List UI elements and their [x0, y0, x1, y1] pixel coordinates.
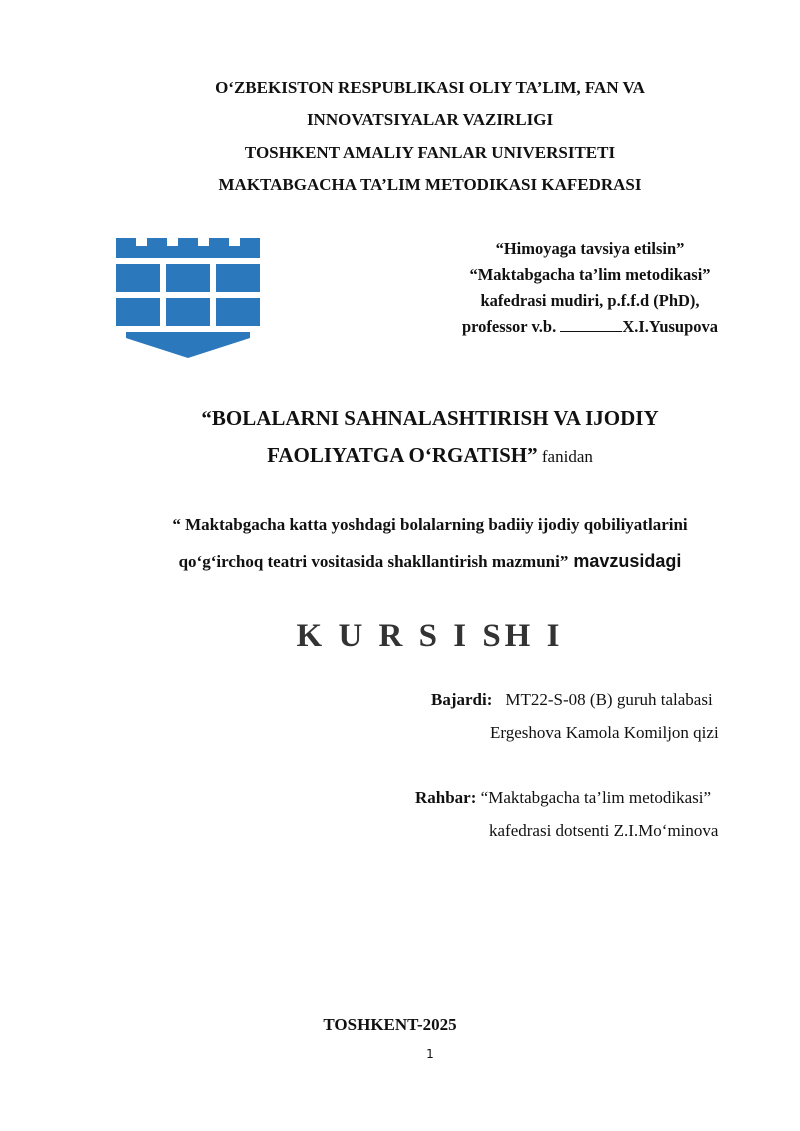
- approval-title: professor v.b.: [461, 317, 561, 336]
- subject-name: FAOLIYATGA O‘RGATISH”: [267, 443, 538, 467]
- topic-text: qo‘g‘irchoq teatri vositasida shakllantirish mazmuni”: [178, 552, 569, 571]
- city-year: TOSHKENT-2025: [323, 1015, 457, 1034]
- approval-line-2: “Maktabgacha ta’lim metodikasi”: [469, 265, 711, 284]
- approval-line-3: kafedrasi mudiri, p.f.f.d (PhD),: [480, 291, 700, 310]
- approver-name: X.I.Yusupova: [622, 317, 719, 336]
- document-type: K U R S I SH I: [296, 618, 564, 654]
- ministry-title-cont: INNOVATSIYALAR VAZIRLIGI: [306, 110, 554, 129]
- topic-suffix: mavzusidagi: [568, 551, 682, 571]
- performer-name: Ergeshova Kamola Komiljon qizi: [490, 723, 719, 742]
- performer-line: [431, 690, 713, 710]
- subject-line-2: [0, 443, 800, 468]
- university-crest-icon: [116, 238, 260, 358]
- supervisor-label: Rahbar:: [415, 788, 477, 807]
- performer-label: Bajardi:: [431, 690, 493, 709]
- subject-suffix: fanidan: [537, 447, 593, 466]
- ministry-title: O‘ZBEKISTON RESPUBLIKASI OLIY TA’LIM, FAN VA: [215, 78, 645, 97]
- topic-line-2: [0, 551, 800, 572]
- signature-line: [560, 317, 622, 332]
- supervisor-line: [415, 788, 711, 808]
- approval-line-4: [440, 314, 740, 340]
- topic-line-1: “ Maktabgacha katta yoshdagi bolalarning badiiy ijodiy qobiliyatlarini: [172, 515, 688, 534]
- supervisor-name: kafedrasi dotsenti Z.I.Mo‘minova: [489, 821, 719, 840]
- subject-line-1: “BOLALARNI SAHNALASHTIRISH VA IJODIY: [201, 406, 659, 430]
- department-name: MAKTABGACHA TA’LIM METODIKASI KAFEDRASI: [218, 175, 642, 194]
- university-name: TOSHKENT AMALIY FANLAR UNIVERSITETI: [244, 143, 616, 162]
- performer-group: MT22-S-08 (B) guruh talabasi: [505, 690, 713, 709]
- approval-block: [440, 236, 740, 340]
- approval-line-1: “Himoyaga tavsiya etilsin”: [495, 239, 685, 258]
- page-number: 1: [426, 1047, 434, 1061]
- supervisor-department: “Maktabgacha ta’lim metodikasi”: [476, 788, 712, 807]
